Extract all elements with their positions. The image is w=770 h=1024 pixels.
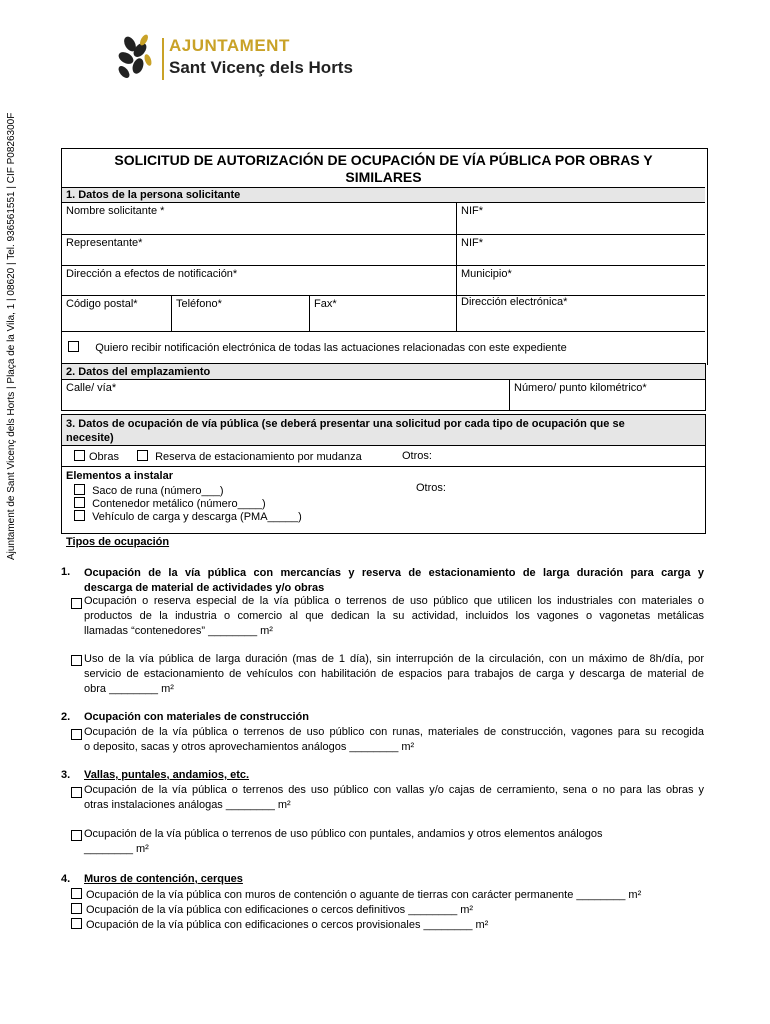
- item3b-text: [84, 827, 704, 857]
- nif2-label: NIF*: [461, 237, 483, 249]
- nif2-field[interactable]: [457, 235, 705, 266]
- section3-right-border: [705, 446, 706, 533]
- item1b-text: [84, 652, 704, 697]
- item2a-text: [84, 725, 704, 755]
- vehiculo-label: Vehículo de carga y descarga (PMA_____): [92, 511, 302, 523]
- item3a-text: [84, 783, 704, 813]
- obras-checkbox[interactable]: [74, 450, 85, 461]
- section3-header-line1: 3. Datos de ocupación de vía pública (se deberá presentar una solicitud por cada tipo de ocupación que se: [66, 418, 625, 430]
- saco-label: Saco de runa (número___): [92, 485, 224, 497]
- item4b-checkbox[interactable]: [71, 903, 82, 914]
- fax-label: Fax*: [314, 298, 337, 310]
- cp-field[interactable]: [62, 296, 172, 332]
- municipio-field[interactable]: [457, 266, 705, 296]
- saco-option[interactable]: [74, 484, 224, 497]
- title-line1: SOLICITUD DE AUTORIZACIÓN DE OCUPACIÓN DE VÍA PÚBLICA POR OBRAS Y: [114, 152, 653, 168]
- item4b-label: Ocupación de la vía pública con edificaciones o cercos definitivos ________ m²: [86, 904, 474, 916]
- notif-option[interactable]: [68, 341, 567, 354]
- numero-field[interactable]: [510, 380, 706, 411]
- otros1-label: Otros:: [402, 450, 432, 462]
- elementos-heading: Elementos a instalar: [66, 470, 173, 482]
- item3b-checkbox[interactable]: [71, 830, 82, 841]
- municipio-label: Municipio*: [461, 268, 512, 280]
- item3-number: 3.: [61, 769, 71, 781]
- logo-line1: AJUNTAMENT: [169, 36, 290, 55]
- title-line2: SIMILARES: [345, 169, 422, 185]
- item1b-line2: servicio de estacionamiento de vehículos con habilitación de espacios para trabajos de carga y descarga de material de: [84, 668, 704, 680]
- item1a-line1: Ocupación o reserva especial de la vía pública o terrenos de uso público que utilicen los industriales con materiales o: [84, 595, 704, 607]
- email-label: Dirección electrónica*: [461, 296, 568, 308]
- reserva-checkbox[interactable]: [137, 450, 148, 461]
- notif-checkbox[interactable]: [68, 341, 79, 352]
- cp-label: Código postal*: [66, 298, 138, 310]
- item4a-label: Ocupación de la vía pública con muros de contención o aguante de tierras con carácter permanente ________ m²: [86, 889, 642, 901]
- item4a-option[interactable]: [71, 888, 641, 901]
- telefono-field[interactable]: [172, 296, 310, 332]
- item1a-checkbox[interactable]: [71, 598, 82, 609]
- vehiculo-checkbox[interactable]: [74, 510, 85, 521]
- section1-header: 1. Datos de la persona solicitante: [62, 187, 705, 203]
- fax-field[interactable]: [310, 296, 457, 332]
- numero-label: Número/ punto kilométrico*: [514, 382, 647, 394]
- logo-divider: [162, 38, 164, 80]
- nif1-label: NIF*: [461, 205, 483, 217]
- form-title: [62, 152, 705, 186]
- nombre-field[interactable]: [62, 203, 457, 235]
- item4c-checkbox[interactable]: [71, 918, 82, 929]
- item1a-line2: productos de la industria o comercio al que dedican la su actividad, incluidos los vagones o vagonetas metálicas: [84, 610, 704, 622]
- section3-bottom-border: [61, 533, 706, 534]
- otros2-label: Otros:: [416, 482, 446, 494]
- calle-field[interactable]: [61, 380, 510, 411]
- item3a-line2: otras instalaciones análogas ________ m²: [84, 799, 291, 811]
- calle-label: Calle/ vía*: [66, 382, 117, 394]
- item3b-line1: Ocupación de la vía pública o terrenos de uso público con puntales, andamios y otros elementos análogos: [84, 828, 603, 840]
- vehiculo-option[interactable]: [74, 510, 302, 523]
- section2-header: 2. Datos del emplazamiento: [61, 363, 706, 380]
- reserva-option[interactable]: [137, 450, 362, 463]
- saco-checkbox[interactable]: [74, 484, 85, 495]
- item1-title: [84, 566, 704, 596]
- contenedor-checkbox[interactable]: [74, 497, 85, 508]
- representante-label: Representante*: [66, 237, 143, 249]
- section3-header: [61, 414, 706, 446]
- reserva-label: Reserva de estacionamiento por mudanza: [155, 451, 362, 463]
- item4a-checkbox[interactable]: [71, 888, 82, 899]
- representante-field[interactable]: [62, 235, 457, 266]
- item1a-line3: llamadas “contenedores” ________ m²: [84, 625, 273, 637]
- section3-divider: [61, 466, 706, 467]
- item3a-line1: Ocupación de la vía pública o terrenos des uso público con vallas y/o cajas de cerramiento, sena o no para las obras y: [84, 784, 704, 796]
- item3a-checkbox[interactable]: [71, 787, 82, 798]
- notif-label: Quiero recibir notificación electrónica de todas las actuaciones relacionadas con este expediente: [95, 342, 567, 354]
- sidebar-address-text: Ajuntament de Sant Vicenç dels Horts | Plaça de la Vila, 1 | 08620 | Tel. 936561551 | CIF P0826300F: [6, 112, 17, 560]
- tipos-heading: Tipos de ocupación: [66, 536, 170, 548]
- obras-option[interactable]: [74, 450, 119, 463]
- item2-title: Ocupación con materiales de construcción: [84, 711, 309, 723]
- item2a-checkbox[interactable]: [71, 729, 82, 740]
- item2a-line2: o deposito, sacas y otros aprovechamientos análogos ________ m²: [84, 741, 415, 753]
- obras-label: Obras: [89, 451, 119, 463]
- contenedor-option[interactable]: [74, 497, 266, 510]
- municipality-logo: [112, 34, 412, 84]
- item4b-option[interactable]: [71, 903, 473, 916]
- item4-title: Muros de contención, cerques: [84, 873, 243, 885]
- item1-title-line2: descarga de material de actividades y/o obras: [84, 582, 325, 594]
- item1b-line3: obra ________ m²: [84, 683, 174, 695]
- item2a-line1: Ocupación de la vía pública o terrenos de uso público con runas, materiales de construcción, vagones para su recogida: [84, 726, 704, 738]
- email-field[interactable]: [457, 296, 705, 332]
- nombre-label: Nombre solicitante *: [66, 205, 165, 217]
- item4c-label: Ocupación de la vía pública con edificaciones o cercos provisionales ________ m²: [86, 919, 489, 931]
- nif1-field[interactable]: [457, 203, 705, 235]
- item1a-text: [84, 594, 704, 639]
- item1-title-line1: Ocupación de la vía pública con mercancías y reserva de estacionamiento de larga duración para carga y: [84, 567, 704, 579]
- logo-line2: Sant Vicenç dels Horts: [169, 58, 353, 77]
- item1b-checkbox[interactable]: [71, 655, 82, 666]
- direccion-field[interactable]: [62, 266, 457, 296]
- item3b-line2: ________ m²: [84, 843, 149, 855]
- item4c-option[interactable]: [71, 918, 488, 931]
- wheat-emblem-icon: [112, 34, 156, 84]
- section3-header-line2: necesite): [66, 432, 114, 444]
- telefono-label: Teléfono*: [176, 298, 222, 310]
- item4-number: 4.: [61, 873, 71, 885]
- item2-number: 2.: [61, 711, 71, 723]
- section3-left-border: [61, 446, 62, 533]
- item1b-line1: Uso de la vía pública de larga duración (mas de 1 día), sin interrupción de la circulación, con un máximo de 8h/día, por: [84, 653, 704, 665]
- contenedor-label: Contenedor metálico (número____): [92, 498, 266, 510]
- direccion-label: Dirección a efectos de notificación*: [66, 268, 238, 280]
- item3-title: Vallas, puntales, andamios, etc.: [84, 769, 250, 781]
- item1-number: 1.: [61, 566, 71, 578]
